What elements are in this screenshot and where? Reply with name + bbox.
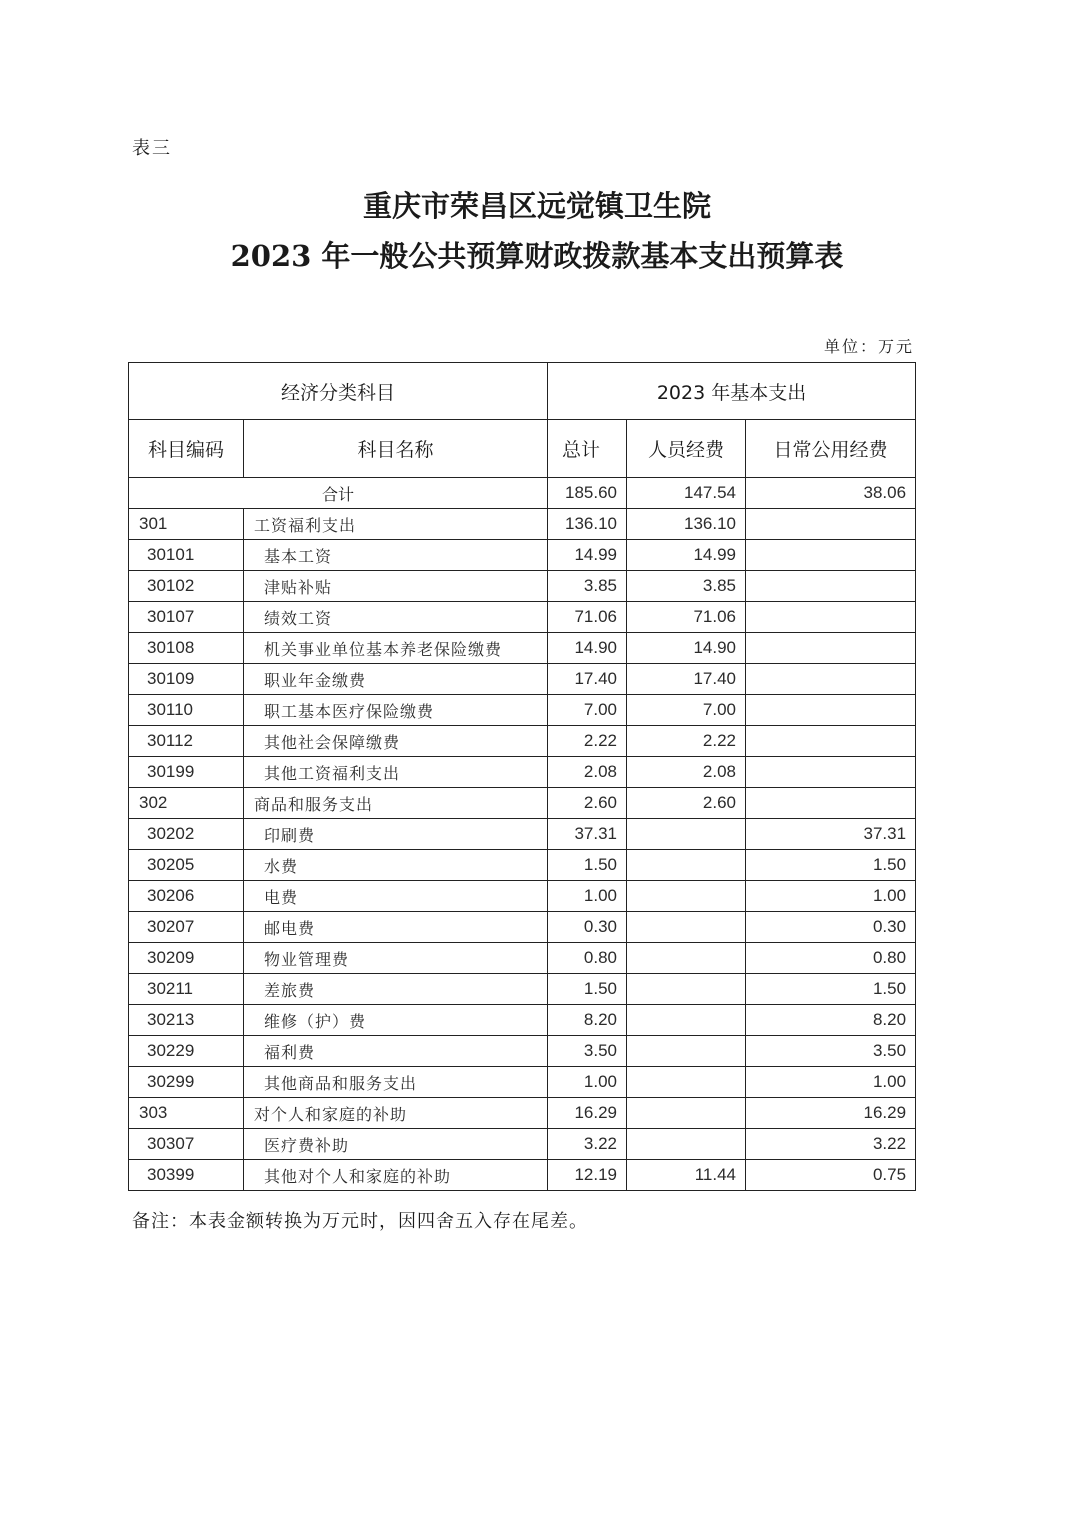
total-cell: 3.85 <box>548 571 627 602</box>
total-cell: 16.29 <box>548 1098 627 1129</box>
table-row <box>129 602 916 633</box>
document-title-line2: 2023 年一般公共预算财政拨款基本支出预算表 <box>230 239 844 273</box>
personnel-cell: 14.90 <box>627 633 746 664</box>
account-code-cell: 30107 <box>129 602 244 633</box>
personnel-cell <box>627 974 746 1005</box>
personnel-cell: 17.40 <box>627 664 746 695</box>
total-cell: 37.31 <box>548 819 627 850</box>
personnel-cell: 71.06 <box>627 602 746 633</box>
table-row <box>129 943 916 974</box>
total-cell: 2.60 <box>548 788 627 819</box>
personnel-cell: 2.22 <box>627 726 746 757</box>
public-cell: 1.50 <box>746 974 916 1005</box>
table-row <box>129 819 916 850</box>
table-row <box>129 509 916 540</box>
account-code-cell: 30199 <box>129 757 244 788</box>
account-name-cell: 维修（护）费 <box>244 1005 548 1036</box>
personnel-cell <box>627 819 746 850</box>
table-row <box>129 664 916 695</box>
total-cell: 0.80 <box>548 943 627 974</box>
account-code-cell: 301 <box>129 509 244 540</box>
public-cell: 3.22 <box>746 1129 916 1160</box>
account-name-cell: 邮电费 <box>244 912 548 943</box>
unit-label: 单位：万元 <box>823 337 914 356</box>
column-header-public: 日常公用经费 <box>746 420 916 478</box>
public-cell <box>746 757 916 788</box>
table-row <box>129 1036 916 1067</box>
total-cell: 71.06 <box>548 602 627 633</box>
account-code-cell: 30207 <box>129 912 244 943</box>
public-cell: 1.00 <box>746 881 916 912</box>
public-cell <box>746 788 916 819</box>
account-code-cell: 303 <box>129 1098 244 1129</box>
total-public: 38.06 <box>746 478 916 509</box>
personnel-cell <box>627 1129 746 1160</box>
total-cell: 7.00 <box>548 695 627 726</box>
account-code-cell: 30108 <box>129 633 244 664</box>
table-number-label: 表三 <box>132 138 172 159</box>
total-cell: 0.30 <box>548 912 627 943</box>
account-name-cell: 职工基本医疗保险缴费 <box>244 695 548 726</box>
account-code-cell: 30213 <box>129 1005 244 1036</box>
table-row <box>129 1129 916 1160</box>
table-row <box>129 850 916 881</box>
public-cell: 1.00 <box>746 1067 916 1098</box>
column-header-name: 科目名称 <box>244 420 548 478</box>
table-row <box>129 571 916 602</box>
account-code-cell: 30102 <box>129 571 244 602</box>
personnel-cell <box>627 1036 746 1067</box>
account-name-cell: 其他社会保障缴费 <box>244 726 548 757</box>
table-row <box>129 788 916 819</box>
account-name-cell: 商品和服务支出 <box>244 788 548 819</box>
account-code-cell: 30112 <box>129 726 244 757</box>
document-title-line1: 重庆市荣昌区远觉镇卫生院 <box>362 189 711 223</box>
account-name-cell: 其他对个人和家庭的补助 <box>244 1160 548 1191</box>
account-code-cell: 30205 <box>129 850 244 881</box>
account-name-cell: 其他商品和服务支出 <box>244 1067 548 1098</box>
group-header-budget: 2023 年基本支出 <box>548 363 916 420</box>
column-header-total: 总计 <box>548 420 627 478</box>
account-code-cell: 30399 <box>129 1160 244 1191</box>
total-cell: 3.22 <box>548 1129 627 1160</box>
footnote: 备注：本表金额转换为万元时，因四舍五入存在尾差。 <box>132 1211 588 1232</box>
public-cell: 8.20 <box>746 1005 916 1036</box>
account-code-cell: 30211 <box>129 974 244 1005</box>
total-cell: 17.40 <box>548 664 627 695</box>
account-name-cell: 印刷费 <box>244 819 548 850</box>
account-code-cell: 302 <box>129 788 244 819</box>
account-code-cell: 30101 <box>129 540 244 571</box>
public-cell: 0.30 <box>746 912 916 943</box>
table-row <box>129 695 916 726</box>
public-cell: 3.50 <box>746 1036 916 1067</box>
account-name-cell: 津贴补贴 <box>244 571 548 602</box>
personnel-cell <box>627 912 746 943</box>
account-code-cell: 30206 <box>129 881 244 912</box>
total-personnel: 147.54 <box>627 478 746 509</box>
account-name-cell: 医疗费补助 <box>244 1129 548 1160</box>
total-cell: 2.08 <box>548 757 627 788</box>
public-cell <box>746 633 916 664</box>
total-sum: 185.60 <box>548 478 627 509</box>
personnel-cell: 136.10 <box>627 509 746 540</box>
total-label: 合计 <box>129 478 548 509</box>
total-cell: 3.50 <box>548 1036 627 1067</box>
public-cell <box>746 695 916 726</box>
public-cell: 0.80 <box>746 943 916 974</box>
column-header-code: 科目编码 <box>129 420 244 478</box>
table-row <box>129 1160 916 1191</box>
public-cell <box>746 602 916 633</box>
total-cell: 1.50 <box>548 850 627 881</box>
public-cell: 0.75 <box>746 1160 916 1191</box>
table-row <box>129 633 916 664</box>
account-name-cell: 绩效工资 <box>244 602 548 633</box>
personnel-cell: 2.60 <box>627 788 746 819</box>
table-row <box>129 1005 916 1036</box>
account-code-cell: 30307 <box>129 1129 244 1160</box>
account-name-cell: 对个人和家庭的补助 <box>244 1098 548 1129</box>
personnel-cell <box>627 943 746 974</box>
account-code-cell: 30299 <box>129 1067 244 1098</box>
column-header-personnel: 人员经费 <box>627 420 746 478</box>
public-cell: 16.29 <box>746 1098 916 1129</box>
total-cell: 8.20 <box>548 1005 627 1036</box>
public-cell: 37.31 <box>746 819 916 850</box>
group-header-category: 经济分类科目 <box>129 363 548 420</box>
account-name-cell: 物业管理费 <box>244 943 548 974</box>
account-code-cell: 30229 <box>129 1036 244 1067</box>
account-name-cell: 机关事业单位基本养老保险缴费 <box>244 633 548 664</box>
total-row <box>129 478 916 509</box>
total-cell: 1.00 <box>548 881 627 912</box>
account-code-cell: 30202 <box>129 819 244 850</box>
account-name-cell: 福利费 <box>244 1036 548 1067</box>
table-row <box>129 757 916 788</box>
total-cell: 2.22 <box>548 726 627 757</box>
personnel-cell <box>627 850 746 881</box>
personnel-cell: 14.99 <box>627 540 746 571</box>
total-cell: 136.10 <box>548 509 627 540</box>
account-name-cell: 差旅费 <box>244 974 548 1005</box>
account-name-cell: 工资福利支出 <box>244 509 548 540</box>
personnel-cell <box>627 881 746 912</box>
table-row <box>129 540 916 571</box>
table-row <box>129 1067 916 1098</box>
public-cell <box>746 571 916 602</box>
table-row <box>129 912 916 943</box>
personnel-cell: 11.44 <box>627 1160 746 1191</box>
personnel-cell: 2.08 <box>627 757 746 788</box>
personnel-cell: 3.85 <box>627 571 746 602</box>
public-cell <box>746 664 916 695</box>
personnel-cell <box>627 1067 746 1098</box>
account-name-cell: 其他工资福利支出 <box>244 757 548 788</box>
total-cell: 12.19 <box>548 1160 627 1191</box>
public-cell: 1.50 <box>746 850 916 881</box>
account-code-cell: 30209 <box>129 943 244 974</box>
personnel-cell: 7.00 <box>627 695 746 726</box>
public-cell <box>746 540 916 571</box>
account-name-cell: 职业年金缴费 <box>244 664 548 695</box>
public-cell <box>746 509 916 540</box>
personnel-cell <box>627 1098 746 1129</box>
account-code-cell: 30110 <box>129 695 244 726</box>
account-code-cell: 30109 <box>129 664 244 695</box>
account-name-cell: 基本工资 <box>244 540 548 571</box>
public-cell <box>746 726 916 757</box>
total-cell: 14.99 <box>548 540 627 571</box>
table-row <box>129 974 916 1005</box>
total-cell: 1.50 <box>548 974 627 1005</box>
table-row <box>129 881 916 912</box>
table-row <box>129 726 916 757</box>
account-name-cell: 水费 <box>244 850 548 881</box>
total-cell: 14.90 <box>548 633 627 664</box>
account-name-cell: 电费 <box>244 881 548 912</box>
total-cell: 1.00 <box>548 1067 627 1098</box>
personnel-cell <box>627 1005 746 1036</box>
table-row <box>129 1098 916 1129</box>
budget-table <box>128 362 916 1191</box>
